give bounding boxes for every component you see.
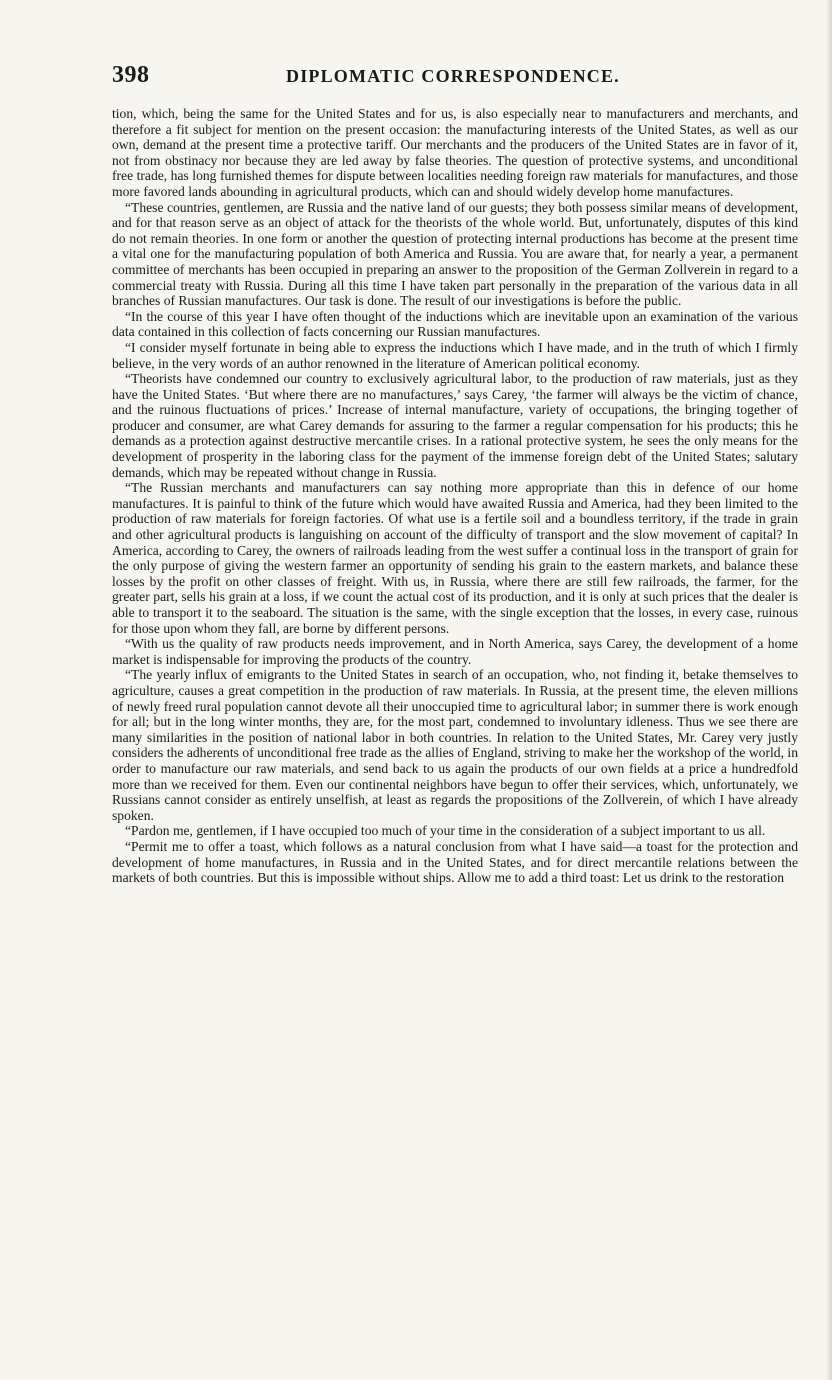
paragraph: “Permit me to offer a toast, which follows as a natural conclusion from what I have said—a toast for the protection and development of home manufactures, in Russia and in the United States, and for direct mercantile relations between the markets of both countries. But this is impossible without ships. Allow me to add a third toast: Let us drink to the restoration bbox=[112, 838, 798, 886]
paragraph: “I consider myself fortunate in being able to express the inductions which I have made, and in the truth of which I firmly believe, in the very words of an author renowned in the literature of American political economy. bbox=[112, 339, 798, 371]
paragraph: “The Russian merchants and manufacturers can say nothing more appropriate than this in defence of our home manufactures. It is painful to think of the future which would have awaited Russia and America, had they been limited to the production of raw materials for foreign factories. Of what use is a fertile soil and a boundless territory, if the trade in grain and other agricultural products is languishing on account of the difficulty of transport and the slow movement of capital? In America, according to Carey, the owners of railroads leading from the west suffer a continual loss in the transport of grain for the only purpose of giving the western farmer an opportunity of sending his grain to the eastern markets, and balance these losses by the profit on other classes of freight. With us, in Russia, where there are still few railroads, the farmer, for the greater part, sells his grain at a loss, if we count the actual cost of its production, and it is only at such prices that the dealer is able to transport it to the seaboard. The situation is the same, with the single exception that the losses, in every case, ruinous for those upon whom they fall, are borne by different persons. bbox=[112, 480, 798, 636]
body-text bbox=[112, 106, 798, 886]
paragraph: “These countries, gentlemen, are Russia and the native land of our guests; they both possess similar means of development, and for that reason serve as an object of attack for the theorists of the whole world. But, unfortunately, disputes of this kind do not remain theories. In one form or another the question of protecting internal productions has become at the present time a vital one for the manufacturing population of both America and Russia. You are aware that, for nearly a year, a permanent committee of merchants has been occupied in preparing an answer to the proposition of the German Zollverein in regard to a commercial treaty with Russia. During all this time I have taken part personally in the preparation of the various data in all branches of Russian manufactures. Our task is done. The result of our investigations is before the public. bbox=[112, 199, 798, 309]
running-head bbox=[112, 62, 798, 96]
paragraph-continued: tion, which, being the same for the United States and for us, is also especially near to manufacturers and merchants, and therefore a fit subject for mention on the present occasion: the manufacturing interests of the United States, as well as our own, demand at the present time a protective tariff. Our merchants and the producers of the United States are in favor of it, not from obstinacy nor because they are led away by false theories. The question of protective systems, and unconditional free trade, has long furnished themes for dispute between localities needing foreign raw materials for manufactures, and those more favored lands abounding in agricultural products, which can and should widely develop home manufactures. bbox=[112, 106, 798, 199]
scan-edge-shadow bbox=[826, 0, 832, 1380]
document-page bbox=[112, 62, 798, 886]
paragraph: “In the course of this year I have often thought of the inductions which are inevitable upon an examination of the various data contained in this collection of facts concerning our Russian manufactures. bbox=[112, 308, 798, 340]
paragraph: “Pardon me, gentlemen, if I have occupied too much of your time in the consideration of a subject important to us all. bbox=[125, 823, 766, 839]
page-number: 398 bbox=[112, 62, 150, 88]
paragraph: “The yearly influx of emigrants to the United States in search of an occupation, who, not finding it, betake themselves to agriculture, causes a great competition in the production of raw materials. In Russia, at the present time, the eleven millions of newly freed rural population cannot devote all their unoccupied time to agricultural labor; in summer there is work enough for all; but in the long winter months, they are, for the most part, condemned to involuntary idleness. Thus we see there are many similarities in the position of national labor in both countries. In relation to the United States, Mr. Carey very justly considers the adherents of unconditional free trade as the allies of England, striving to make her the workshop of the world, in order to manufacture our raw materials, and send back to us again the products of our own fields at a price a hundredfold more than we received for them. Even our continental neighbors have begun to offer their services, which, unfortunately, we Russians cannot consider as entirely unselfish, at least as regards the propositions of the Zollverein, of which I have already spoken. bbox=[112, 667, 798, 823]
paragraph: “Theorists have condemned our country to exclusively agricultural labor, to the production of raw materials, just as they have the United States. ‘But where there are no manufactures,’ says Carey, ‘the farmer will always be the victim of chance, and the ruinous fluctuations of prices.’ Increase of internal manufacture, variety of occupations, the bringing together of producer and consumer, are what Carey demands for assuring to the farmer a regular compensation for his products; this he demands as a protection against destructive mercantile crises. In a rational protective system, he sees the only means for the development of prosperity in the laboring class for the payment of the immense foreign debt of the United States; salutary demands, which may be repeated without change in Russia. bbox=[112, 371, 798, 480]
paragraph: “With us the quality of raw products needs improvement, and in North America, says Carey, the development of a home market is indispensable for improving the products of the country. bbox=[112, 636, 798, 667]
running-title: DIPLOMATIC CORRESPONDENCE. bbox=[286, 66, 620, 86]
